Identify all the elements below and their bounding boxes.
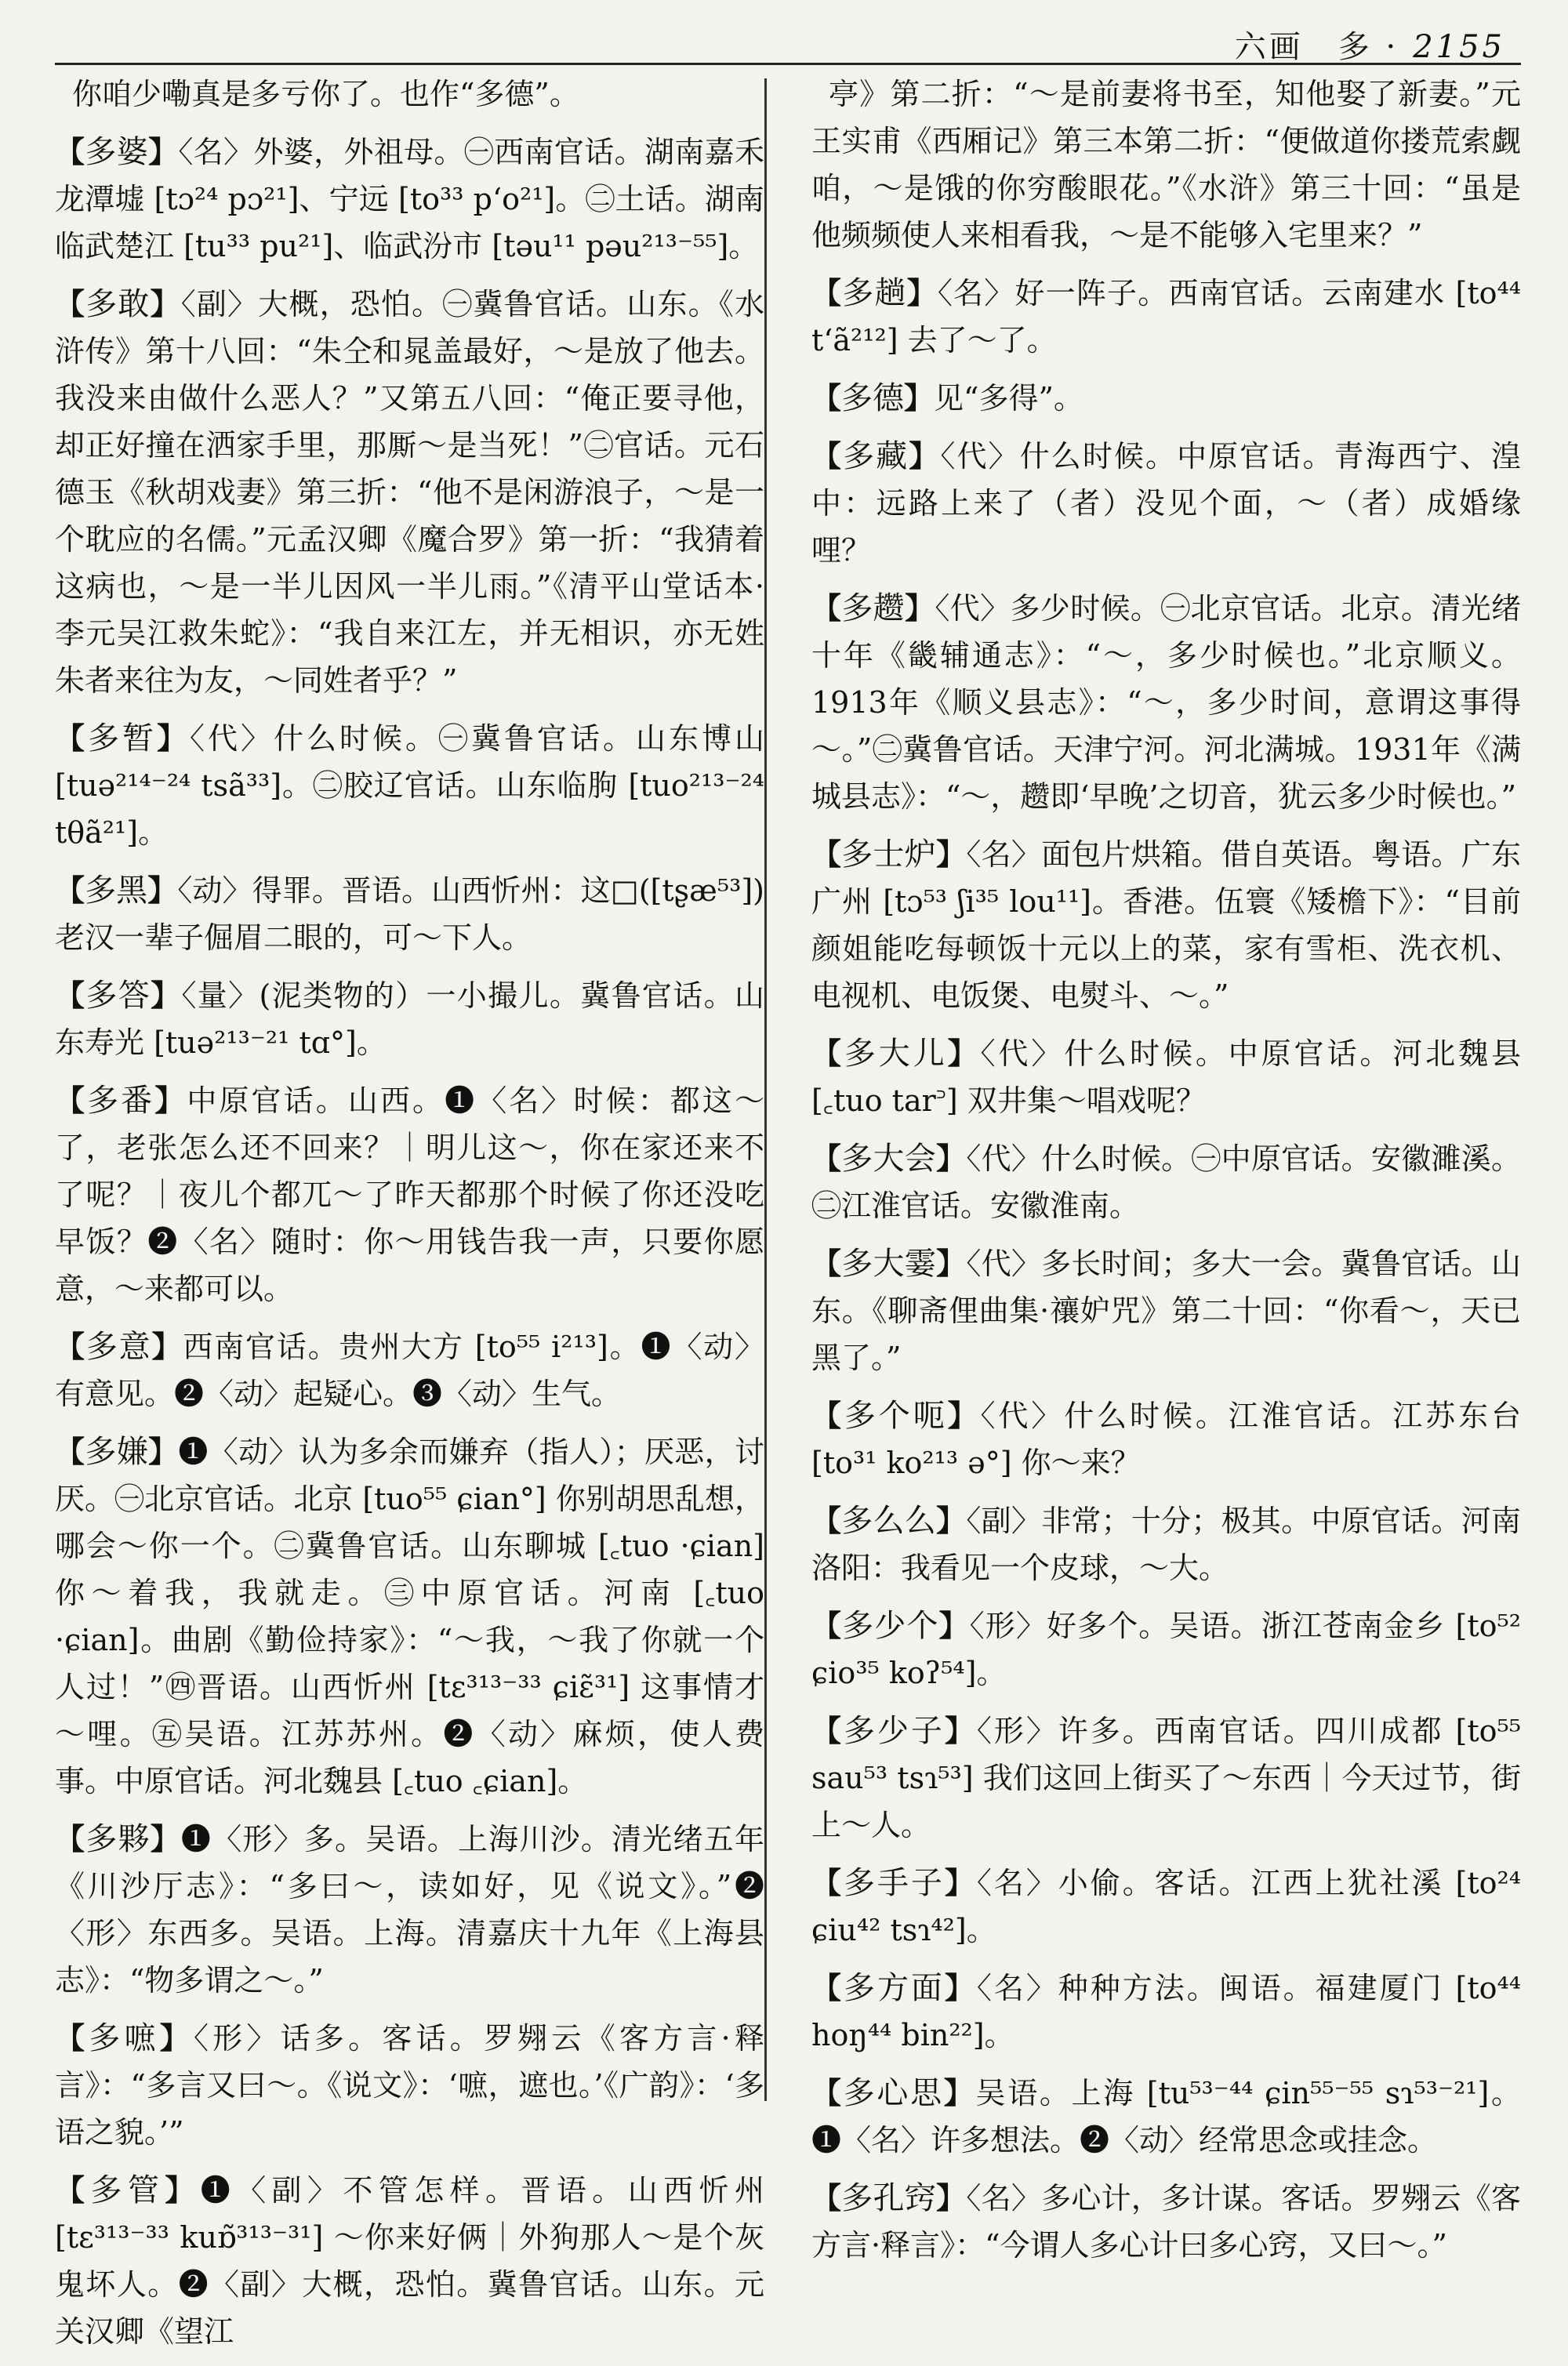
dictionary-entry xyxy=(811,2070,1521,2164)
continuation-text: 亭》第二折：“～是前妻将书至，知他娶了新妻。”元王实甫《西厢记》第三本第二折：“便做道你搂荒索觑咱，～是饿的你穷酸眼花。”《水浒》第三十回：“虽是他频频使人来相看我，～是不能够入宅里来？” xyxy=(811,77,1521,252)
headword-bracket-open: 【 xyxy=(811,380,842,416)
dictionary-entry xyxy=(811,1497,1521,1591)
headword-bracket-open: 【 xyxy=(811,275,843,310)
headword-bracket-close: 】 xyxy=(944,1713,977,1748)
entry-definition: ❶〈副〉不管怎样。晋语。山西忻州 [tɛ³¹³⁻³³ kuɒ̃³¹³⁻³¹] ～你来好俩｜外狗那人～是个灰鬼坏人。❷〈副〉大概，恐怕。冀鲁官话。山东。元关汉卿《望江 xyxy=(55,2173,764,2349)
entry-definition: 〈名〉多心计，多计谋。客话。罗翙云《客方言·释言》：“今谓人多心计曰多心窍，又曰～。” xyxy=(811,2181,1521,2263)
headword-bracket-open: 【 xyxy=(811,590,842,626)
entry-headword: 多少个 xyxy=(842,1608,939,1644)
dictionary-entry xyxy=(55,972,764,1066)
entry-definition: 〈名〉外婆，外祖母。㊀西南官话。湖南嘉禾龙潭墟 [tɔ²⁴ pɔ²¹]、宁远 [to³³ p‘o²¹]。㊁土话。湖南临武楚江 [tu³³ pu²¹]、临武汾市 [təu¹¹ pəu²¹³⁻⁵⁵]。 xyxy=(55,135,764,263)
dictionary-entry xyxy=(811,1392,1521,1486)
headword-bracket-close: 】 xyxy=(151,1329,183,1364)
headword-bracket-open: 【 xyxy=(811,2075,844,2110)
entry-definition: ❶〈形〉多。吴语。上海川沙。清光绪五年《川沙厅志》：“多曰～，读如好，见《说文》。”❷〈形〉东西多。吴语。上海。清嘉庆十九年《上海县志》：“物多谓之～。” xyxy=(55,1822,764,1998)
dictionary-entry xyxy=(811,433,1521,574)
headword-bracket-open: 【 xyxy=(811,1865,844,1900)
entry-headword: 多意 xyxy=(85,1329,152,1365)
dictionary-entry xyxy=(811,1240,1521,1381)
dictionary-entry xyxy=(55,281,764,704)
dictionary-entry xyxy=(811,270,1521,364)
entry-headword: 多趟 xyxy=(842,275,907,311)
entry-headword: 多答 xyxy=(85,978,151,1014)
entry-headword: 多趱 xyxy=(841,590,906,626)
headword-bracket-close: 】 xyxy=(936,1141,967,1176)
headword-bracket-open: 【 xyxy=(55,134,85,169)
headword-bracket-close: 】 xyxy=(944,1970,977,2005)
headword-bracket-close: 】 xyxy=(936,1503,967,1538)
entry-definition: 〈名〉小偷。客话。江西上犹社溪 [to²⁴ ɕiu⁴² tsɿ⁴²]。 xyxy=(811,1866,1521,1947)
headword-bracket-close: 】 xyxy=(159,2020,194,2056)
header-text xyxy=(1235,22,1505,67)
entry-headword: 多个呃 xyxy=(844,1398,948,1434)
headword-bracket-close: 】 xyxy=(165,2172,201,2208)
dictionary-entry xyxy=(55,1428,764,1805)
headword-bracket-open: 【 xyxy=(811,2180,842,2215)
headword-bracket-open: 【 xyxy=(55,2020,89,2056)
dictionary-entry xyxy=(811,831,1521,1019)
headword-bracket-open: 【 xyxy=(55,978,86,1013)
entry-definition: 〈代〉什么时候。江淮官话。江苏东台 [to³¹ ko²¹³ ə°] 你～来？ xyxy=(811,1399,1521,1480)
entry-definition: 中原官话。山西。❶〈名〉时候：都这～了，老张怎么还不回来？｜明儿这～，你在家还来不了呢？｜夜儿个都兀～了昨天都那个时候了你还没吃早饭？❷〈名〉随时：你～用钱告我一声，只要你愿意，～来都可以。 xyxy=(55,1083,764,1306)
headword-bracket-open: 【 xyxy=(55,1434,85,1469)
headword-bracket-open: 【 xyxy=(811,1713,844,1748)
entry-list xyxy=(55,129,764,2355)
entry-definition: 〈代〉什么时候。㊀中原官话。安徽濉溪。㊁江淮官话。安徽淮南。 xyxy=(811,1141,1521,1223)
entry-headword: 多士炉 xyxy=(841,836,937,873)
dictionary-entry xyxy=(811,1135,1521,1229)
headword-bracket-open: 【 xyxy=(811,1246,842,1281)
dictionary-entry xyxy=(55,1816,764,2004)
headword-bracket-open: 【 xyxy=(811,1036,844,1071)
page-header xyxy=(55,8,1521,65)
entry-headword: 多大霎 xyxy=(841,1246,937,1282)
dictionary-entry xyxy=(55,2015,764,2156)
continuation-text: 你咱少嘞真是多亏你了。也作“多德”。 xyxy=(72,77,579,111)
entry-headword: 多德 xyxy=(841,380,905,416)
entry-headword: 多嫌 xyxy=(85,1434,149,1470)
dictionary-entry xyxy=(55,129,764,270)
dictionary-entry xyxy=(55,1077,764,1312)
headword-bracket-close: 】 xyxy=(906,275,938,310)
entry-definition: 〈名〉好一阵子。西南官话。云南建水 [to⁴⁴ t‘ã²¹²] 去了～了。 xyxy=(811,276,1521,357)
entry-headword: 多夥 xyxy=(85,1821,151,1857)
entry-list xyxy=(811,270,1521,2269)
headword-bracket-open: 【 xyxy=(811,1141,842,1176)
entry-definition: 〈代〉多少时候。㊀北京官话。北京。清光绪十年《畿辅通志》：“～，多少时候也。”北京顺义。1913年《顺义县志》：“～，多少时间，意谓这事得～。”㊁冀鲁官话。天津宁河。河北满城。1931年《满城县志》：“～，趱即‘早晚’之切音，犹云多少时候也。” xyxy=(811,591,1521,814)
entry-headword: 多孔窍 xyxy=(841,2180,937,2216)
entry-headword: 多黑 xyxy=(85,873,148,909)
entry-headword: 多藏 xyxy=(843,438,909,474)
entry-headword: 多暂 xyxy=(88,720,157,757)
entry-definition: ❶〈动〉认为多余而嫌弃（指人）；厌恶，讨厌。㊀北京官话。北京 [tuo⁵⁵ ɕian°] 你别胡思乱想，哪会～你一个。㊁冀鲁官话。山东聊城 [꜀tuo ·ɕian] 你～着我，我就走。㊂中原官话。河南 [꜀tuo ·ɕian]。曲剧《勤俭持家》：“～我，～我了你就一个人过！”㊃晋语。山西忻州 [tɛ³¹³⁻³³ ɕiɛ̃³¹] 这事情才～哩。㊄吴语。江苏苏州。❷〈动〉麻烦，使人费事。中原官话。河北魏县 [꜀tuo ꜀ɕian]。 xyxy=(55,1435,764,1798)
headword-bracket-close: 】 xyxy=(938,1608,970,1643)
headword-bracket-open: 【 xyxy=(55,286,86,321)
entry-definition: 〈形〉话多。客话。罗翙云《客方言·释言》：“多言又曰～。《说文》：‘嗻，遮也。’《广韵》：‘多语之貌。’” xyxy=(55,2021,764,2150)
entry-headword: 多少子 xyxy=(843,1713,945,1749)
headword-bracket-close: 】 xyxy=(148,134,179,169)
headword-bracket-open: 【 xyxy=(55,720,88,756)
headword-bracket-close: 】 xyxy=(947,1398,981,1433)
right-column xyxy=(811,71,1521,2280)
page-number: 2155 xyxy=(1413,29,1505,65)
headword-bracket-close: 】 xyxy=(154,1083,187,1118)
entry-definition: 〈形〉许多。西南官话。四川成都 [to⁵⁵ sau⁵³ tsɿ⁵³] 我们这回上街买了～东西｜今天过节，街上～人。 xyxy=(811,1714,1521,1842)
headword-bracket-open: 【 xyxy=(55,1329,86,1364)
headword-bracket-close: 】 xyxy=(904,380,935,416)
headword-bracket-open: 【 xyxy=(811,1398,844,1433)
entry-headword: 多大儿 xyxy=(844,1036,948,1072)
entry-headword: 多手子 xyxy=(843,1865,945,1901)
headword-bracket-open: 【 xyxy=(55,2172,91,2208)
dictionary-entry xyxy=(811,2175,1521,2269)
headword-bracket-close: 】 xyxy=(936,836,967,872)
entry-definition: 〈动〉得罪。晋语。山西忻州：这□([tʂæ⁵³])老汉一辈子倔眉二眼的，可～下人。 xyxy=(55,873,764,955)
headword-bracket-open: 【 xyxy=(811,1503,842,1538)
column-divider xyxy=(764,78,767,2101)
headword-bracket-close: 】 xyxy=(150,286,181,321)
headword-bracket-close: 】 xyxy=(936,1246,967,1281)
dictionary-entry xyxy=(811,375,1521,422)
entry-headword: 多么么 xyxy=(841,1503,937,1539)
dictionary-entry xyxy=(55,867,764,961)
headword-bracket-close: 】 xyxy=(151,978,182,1013)
entry-definition: 吴语。上海 [tu⁵³⁻⁴⁴ ɕin⁵⁵⁻⁵⁵ sɿ⁵³⁻²¹]。❶〈名〉许多想法。❷〈动〉经常思念或挂念。 xyxy=(811,2076,1521,2157)
entry-definition: 〈代〉什么时候。㊀冀鲁官话。山东博山 [tuə²¹⁴⁻²⁴ tsã³³]。㊁胶辽官话。山东临朐 [tuo²¹³⁻²⁴ tθã²¹]。 xyxy=(55,721,764,850)
headword-bracket-close: 】 xyxy=(905,590,935,626)
entry-headword: 多大会 xyxy=(841,1141,937,1177)
entry-headword: 多婆 xyxy=(85,134,149,170)
entry-headword: 多番 xyxy=(87,1083,155,1119)
headword-bracket-open: 【 xyxy=(55,1083,88,1118)
entry-definition: 见“多得”。 xyxy=(934,381,1083,416)
headword-bracket-open: 【 xyxy=(811,836,842,872)
dictionary-entry xyxy=(811,1030,1521,1124)
dictionary-entry xyxy=(811,1860,1521,1954)
entry-definition: 〈名〉面包片烘箱。借自英语。粤语。广东广州 [tɔ⁵³ ʃi³⁵ lou¹¹]。香港。伍寰《矮檐下》：“目前颜姐能吃每顿饭十元以上的菜，家有雪柜、洗衣机、电视机、电饭煲、电熨斗、～。” xyxy=(811,837,1521,1013)
entry-definition: 〈代〉多长时间；多大一会。冀鲁官话。山东。《聊斋俚曲集·禳妒咒》第二十回：“你看～，天已黑了。” xyxy=(811,1247,1521,1375)
left-column xyxy=(55,71,764,2366)
headword-bracket-close: 】 xyxy=(148,1434,179,1469)
headword-bracket-open: 【 xyxy=(55,873,85,908)
headword-bracket-close: 】 xyxy=(150,1821,181,1856)
headword-bracket-open: 【 xyxy=(811,438,844,474)
entry-definition: 西南官话。贵州大方 [to⁵⁵ i²¹³]。❶〈动〉有意见。❷〈动〉起疑心。❸〈动〉生气。 xyxy=(55,1330,764,1411)
entry-headword: 多心思 xyxy=(843,2075,944,2111)
dictionary-entry xyxy=(811,585,1521,820)
entry-headword: 多嗻 xyxy=(89,2020,160,2056)
headword-bracket-open: 【 xyxy=(55,1821,86,1856)
headword-bracket-close: 】 xyxy=(147,873,178,908)
entry-definition: 〈副〉大概，恐怕。㊀冀鲁官话。山东。《水浒传》第十八回：“朱仝和晁盖最好，～是放了他去。我没来由做什么恶人？”又第五八回：“俺正要寻他，却正好撞在洒家手里，那厮～是当死！”㊁官话。元石德玉《秋胡戏妻》第三折：“他不是闲游浪子，～是一个耽应的名儒。”元孟汉卿《魔合罗》第一折：“我猜着这病也，～是一半儿因风一半儿雨。”《清平山堂话本·李元吴江救朱蛇》：“我自来江左，并无相识，亦无姓朱者来往为友，～同姓者乎？” xyxy=(55,287,764,698)
headword-bracket-open: 【 xyxy=(811,1608,843,1643)
section-title: 六画 多 · xyxy=(1234,29,1399,65)
headword-bracket-close: 】 xyxy=(944,1865,977,1900)
dictionary-entry xyxy=(811,1602,1521,1696)
dictionary-entry xyxy=(55,715,764,856)
dictionary-entry xyxy=(55,2167,764,2355)
headword-bracket-close: 】 xyxy=(943,2075,976,2110)
headword-bracket-close: 】 xyxy=(157,720,190,756)
headword-bracket-close: 】 xyxy=(936,2180,967,2215)
entry-headword: 多方面 xyxy=(843,1970,945,2006)
entry-definition: 〈形〉好多个。吴语。浙江苍南金乡 [to⁵² ɕio³⁵ koʔ⁵⁴]。 xyxy=(811,1609,1521,1690)
headword-bracket-open: 【 xyxy=(811,1970,844,2005)
entry-headword: 多敢 xyxy=(85,286,151,322)
entry-definition: 〈名〉种种方法。闽语。福建厦门 [to⁴⁴ hoŋ⁴⁴ bin²²]。 xyxy=(811,1971,1521,2052)
dictionary-entry xyxy=(811,1965,1521,2059)
entry-headword: 多管 xyxy=(90,2172,165,2208)
dictionary-entry xyxy=(811,1707,1521,1849)
entry-definition: 〈代〉什么时候。中原官话。青海西宁、湟中：远路上来了（者）没见个面，～（者）成婚缘哩？ xyxy=(811,439,1521,568)
entry-definition: 〈量〉(泥类物的）一小撮儿。冀鲁官话。山东寿光 [tuə²¹³⁻²¹ tɑ°]。 xyxy=(55,978,764,1060)
headword-bracket-close: 】 xyxy=(947,1036,981,1071)
dictionary-entry xyxy=(55,1323,764,1417)
entry-definition: 〈代〉什么时候。中原官话。河北魏县 [꜀tuo tar꜄] 双井集～唱戏呢？ xyxy=(811,1036,1521,1118)
headword-bracket-close: 】 xyxy=(909,438,941,474)
entry-definition: 〈副〉非常；十分；极其。中原官话。河南洛阳：我看见一个皮球，～大。 xyxy=(811,1504,1521,1585)
